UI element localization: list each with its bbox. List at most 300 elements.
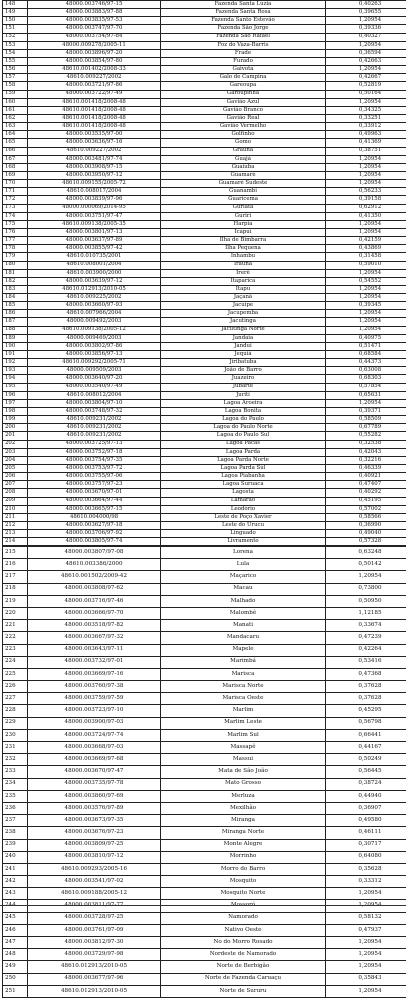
field-value: 1,20954 [326,41,406,49]
process-number: 48000.003639/97-12 [28,277,161,285]
field-value: 0,51471 [326,342,406,350]
process-number: 48000.003481/97-74 [28,155,161,163]
process-number [28,900,161,912]
field-name: No do Morro Rosado [161,937,326,949]
row-number: 181 [3,269,28,277]
table-row [3,17,406,25]
field-value: 0,37628 [326,693,406,705]
row-number: 187 [3,318,28,326]
field-value: 0,47239 [326,632,406,644]
field-value: 0,36594 [326,49,406,57]
field-value: 0,36990 [326,522,406,530]
row-number: 162 [3,114,28,122]
row-number: 148 [3,1,28,9]
table-row [3,375,406,383]
table-row [3,538,406,546]
table-row [3,237,406,245]
field-value: 1,20954 [326,285,406,293]
table-row [3,49,406,57]
field-name: Lagoa do Paulo Sul [161,432,326,440]
table-row [3,114,406,122]
field-value: 0,42663 [326,57,406,65]
table-row [3,742,406,754]
field-name: João de Barro [161,367,326,375]
row-number: 206 [3,473,28,481]
row-number: 215 [3,547,28,559]
process-number: 48000.000069/2014-95 [28,204,161,212]
process-number: 48000.003900/97-03 [28,717,161,729]
field-name [161,900,326,912]
field-name: Lagoa Pacas [161,440,326,448]
field-name: Norte de Sururu [161,985,326,997]
table-row [3,522,406,530]
row-number: 207 [3,481,28,489]
field-value: 1,12185 [326,607,406,619]
field-name: Marisca [161,668,326,680]
row-number: 197 [3,399,28,407]
field-value: 0,53416 [326,656,406,668]
process-number: 48610.003900/2000 [28,269,161,277]
table-row [3,790,406,802]
field-name: Gareoupa [161,82,326,90]
table-row [3,802,406,814]
row-number: 198 [3,408,28,416]
row-number: 221 [3,620,28,632]
process-number: 48000.003723/97-10 [28,705,161,717]
process-number: 48610.009293/2005-16 [28,863,161,875]
field-name: Jacutinga Norte [161,326,326,334]
table-row [3,778,406,790]
row-number: 245 [3,912,28,924]
process-number: 48000.003860/97-69 [28,790,161,802]
field-name: Miranga Norte [161,827,326,839]
table-row [3,656,406,668]
field-value: 0,56445 [326,766,406,778]
process-number: 48610.004000/98 [28,513,161,521]
process-number: 48000.003883/97-88 [28,9,161,17]
field-name: Mosquito [161,876,326,888]
field-name: Ilha Pequena [161,245,326,253]
field-value: 1,20954 [326,294,406,302]
row-number: 225 [3,668,28,680]
process-number: 48000.003716/97-46 [28,595,161,607]
row-number: 202 [3,440,28,448]
process-number: 48000.003668/97-03 [28,742,161,754]
field-value: 0,34325 [326,106,406,114]
field-value: 0,47937 [326,924,406,936]
field-value: 0,38724 [326,778,406,790]
process-number: 48000.009509/2003 [28,367,161,375]
field-value: 0,33251 [326,114,406,122]
table-row [3,261,406,269]
field-name: Mexilhão [161,802,326,814]
process-number: 48000.003804/97-10 [28,399,161,407]
table-row [3,505,406,513]
field-name: Garoupinha [161,90,326,98]
row-number: 239 [3,839,28,851]
row-number: 152 [3,33,28,41]
field-value: 1,20954 [326,269,406,277]
table-row [3,245,406,253]
process-number: 48610.008012/2004 [28,391,161,399]
process-number: 48610.001402/2008-33 [28,66,161,74]
process-number: 48610.001418/2008-48 [28,98,161,106]
table-row [3,342,406,350]
row-number: 226 [3,681,28,693]
field-name: Galo de Campina [161,74,326,82]
process-number: 48000.003706/97-92 [28,530,161,538]
field-name: Lula [161,559,326,571]
field-name: Macau [161,583,326,595]
row-number: 192 [3,359,28,367]
process-number: 48000.003856/97-13 [28,351,161,359]
field-value: 0,42159 [326,237,406,245]
row-number: 155 [3,57,28,65]
field-value: 0,67789 [326,424,406,432]
row-number: 174 [3,212,28,220]
row-number: 172 [3,196,28,204]
row-number: 209 [3,497,28,505]
process-number: 48610.009292/2005-71 [28,359,161,367]
field-name: Jequiá [161,351,326,359]
field-value: 1,20954 [326,220,406,228]
field-value: 1,20954 [326,318,406,326]
field-name: Lagoa Parda Norte [161,456,326,464]
field-value: 0,56798 [326,717,406,729]
field-value: 1,20954 [326,310,406,318]
field-value: 0,30717 [326,839,406,851]
process-number: 48000.003807/97-08 [28,547,161,559]
field-name: Marlim Sul [161,729,326,741]
field-value: 0,43869 [326,245,406,253]
field-name: Marisca Norte [161,681,326,693]
process-number: 48000.003721/97-86 [28,82,161,90]
field-value: 0,42264 [326,644,406,656]
process-number: 48000.003757/97-23 [28,481,161,489]
row-number: 223 [3,644,28,656]
field-name: Nordeste de Namorado [161,949,326,961]
process-number: 48000.003518/97-82 [28,620,161,632]
table-row [3,131,406,139]
field-name: Gavião Azul [161,98,326,106]
field-name: Itaparica [161,277,326,285]
process-number: 48000.003729/97-98 [28,949,161,961]
field-value: 1,20954 [326,937,406,949]
table-row [3,383,406,391]
field-value: 0,32216 [326,456,406,464]
row-number: 224 [3,656,28,668]
table-row [3,285,406,293]
row-number: 176 [3,228,28,236]
field-value: 0,49580 [326,815,406,827]
table-row [3,408,406,416]
row-number: 166 [3,147,28,155]
field-name: Graúna [161,147,326,155]
row-number: 177 [3,237,28,245]
field-value: 0,38751 [326,147,406,155]
table-row [3,465,406,473]
table-row [3,57,406,65]
table-row [3,204,406,212]
field-value: 0,44373 [326,359,406,367]
process-number: 48000.003724/97-74 [28,729,161,741]
row-number: 227 [3,693,28,705]
process-number: 48610.010735/2001 [28,253,161,261]
field-name: Jiribatuba [161,359,326,367]
process-number: 48000.003673/97-35 [28,815,161,827]
process-number: 48610.009138/2005-35 [28,220,161,228]
table-row [3,82,406,90]
field-value: 0,56233 [326,188,406,196]
table-row [3,277,406,285]
field-name: Mosquito Norte [161,888,326,900]
field-value: 0,40921 [326,473,406,481]
process-number: 48000.003670/97-01 [28,489,161,497]
table-row [3,106,406,114]
field-value: 0,73800 [326,583,406,595]
row-number: 250 [3,973,28,985]
field-name: Fazenda Santa Rosa [161,9,326,17]
table-row [3,424,406,432]
row-number: 194 [3,375,28,383]
field-name: Livramento [161,538,326,546]
process-number: 48610.008001/2004 [28,261,161,269]
row-number: 150 [3,17,28,25]
process-number: 48610.001418/2008-48 [28,106,161,114]
process-number: 48610.007966/2004 [28,310,161,318]
field-value [326,900,406,912]
field-value: 0,49040 [326,530,406,538]
field-name: Gomo [161,139,326,147]
row-number: 160 [3,98,28,106]
table-row [3,269,406,277]
table-row [3,973,406,985]
process-number: 48000.003754/97-35 [28,456,161,464]
field-name: Merluza [161,790,326,802]
process-number: 48000.003541/97-02 [28,876,161,888]
table-row [3,171,406,179]
field-name: Jacuipe [161,302,326,310]
process-number: 48000.003950/97-12 [28,171,161,179]
table-row [3,766,406,778]
row-number: 230 [3,729,28,741]
field-name: Fazenda Santo Estevão [161,17,326,25]
process-number: 48000.003759/97-59 [28,693,161,705]
table-row [3,228,406,236]
field-name: Norte de Fazenda Caruaçu [161,973,326,985]
field-name: Manati [161,620,326,632]
field-name: Mandacaru [161,632,326,644]
row-number: 163 [3,123,28,131]
field-name: Juriti [161,391,326,399]
field-name: Leste de Poço Xavier [161,513,326,521]
row-number: 233 [3,766,28,778]
field-name: Guanambi [161,188,326,196]
field-name: Marlim Leste [161,717,326,729]
process-number: 48000.003896/97-20 [28,49,161,57]
row-number: 179 [3,253,28,261]
row-number: 237 [3,815,28,827]
field-value: 0,47368 [326,668,406,680]
process-number: 48000.003540/97-49 [28,383,161,391]
row-number: 159 [3,90,28,98]
field-name: Norte de Berbigão [161,961,326,973]
table-row [3,432,406,440]
field-name: Mapele [161,644,326,656]
field-value: 0,68303 [326,375,406,383]
row-number: 200 [3,424,28,432]
field-name: Lagoa Suruaca [161,481,326,489]
field-name: Guriatã [161,204,326,212]
table-row [3,139,406,147]
process-number: 48000.003752/97-18 [28,448,161,456]
process-number: 48000.003761/97-09 [28,924,161,936]
field-name: Juazeiro [161,375,326,383]
field-name: Massapê [161,742,326,754]
table-row [3,839,406,851]
process-number: 48000.003735/97-78 [28,778,161,790]
field-value: 1,20954 [326,399,406,407]
process-number: 48610.012913/2010-05 [28,985,161,997]
process-number: 48000.003676/97-23 [28,827,161,839]
field-value: 0,36907 [326,802,406,814]
process-number: 48000.003665/97-15 [28,505,161,513]
table-row [3,351,406,359]
field-value: 0,46111 [326,827,406,839]
row-number: 188 [3,326,28,334]
row-number: 231 [3,742,28,754]
row-number: 173 [3,204,28,212]
field-value: 0,33312 [326,876,406,888]
field-name: Lagoa Piabanha [161,473,326,481]
table-row [3,180,406,188]
table-row [3,876,406,888]
table-row [3,900,406,912]
table-row [3,66,406,74]
field-value: 0,40975 [326,334,406,342]
table-row [3,1,406,9]
process-number: 48000.003748/97-32 [28,408,161,416]
row-number: 165 [3,139,28,147]
process-number: 48610.009231/2002 [28,416,161,424]
field-value: 1,20954 [326,571,406,583]
row-number: 169 [3,171,28,179]
row-number: 171 [3,188,28,196]
row-number: 178 [3,245,28,253]
field-name: Jacupemba [161,310,326,318]
field-value: 1,20954 [326,171,406,179]
table-row [3,607,406,619]
process-number: 48000.003669/97-16 [28,668,161,680]
field-value: 0,50164 [326,90,406,98]
field-value: 0,44940 [326,790,406,802]
field-value: 0,37628 [326,681,406,693]
field-name: Gavião Branco [161,106,326,114]
field-name: Jacutinga [161,318,326,326]
row-number: 185 [3,302,28,310]
table-row [3,33,406,41]
field-name: Furado [161,57,326,65]
row-number: 216 [3,559,28,571]
field-name: Lagoa do Paulo Norte [161,424,326,432]
field-name: Guajá [161,155,326,163]
field-name: Jaçanã [161,294,326,302]
process-number: 48610.009188/2005-12 [28,888,161,900]
row-number: 248 [3,949,28,961]
process-number: 48000.009469/2003 [28,334,161,342]
field-value: 0,42667 [326,74,406,82]
table-row [3,391,406,399]
table-row [3,620,406,632]
process-number: 48000.003732/97-01 [28,656,161,668]
process-number: 48000.003670/97-47 [28,766,161,778]
table-row [3,668,406,680]
process-number: 48610.009227/2002 [28,147,161,155]
field-name: Leodório [161,505,326,513]
row-number: 208 [3,489,28,497]
field-name: Maçarico [161,571,326,583]
row-number: 175 [3,220,28,228]
process-number: 48000.003908/97-15 [28,163,161,171]
field-name: Guaricema [161,196,326,204]
process-number: 48000.003808/97-62 [28,583,161,595]
field-name: Nativo Oeste [161,924,326,936]
table-row [3,497,406,505]
field-value: 0,41350 [326,212,406,220]
table-row [3,416,406,424]
field-value: 0,54552 [326,277,406,285]
process-number: 48610.009231/2002 [28,432,161,440]
table-row [3,863,406,875]
field-value: 0,55282 [326,432,406,440]
table-row [3,163,406,171]
process-number: 48000.003535/97-00 [28,131,161,139]
table-row [3,705,406,717]
row-number: 180 [3,261,28,269]
row-number: 205 [3,465,28,473]
row-number: 211 [3,513,28,521]
table-row [3,949,406,961]
table-row [3,595,406,607]
field-name: Fazenda São Jorge [161,25,326,33]
process-number: 48000.003755/97-06 [28,473,161,481]
process-number: 48000.003835/97-53 [28,17,161,25]
table-row [3,815,406,827]
field-value: 0,63008 [326,367,406,375]
table-row [3,717,406,729]
field-value: 0,65631 [326,391,406,399]
field-name: Jandui [161,342,326,350]
field-value: 0,66441 [326,729,406,741]
process-number: 48000.003643/97-11 [28,644,161,656]
fields-table-part-2 [2,546,406,998]
process-number: 48000.003636/97-16 [28,139,161,147]
row-number: 190 [3,342,28,350]
table-row [3,693,406,705]
field-name: Icapuí [161,228,326,236]
field-value: 0,58509 [326,416,406,424]
table-row [3,155,406,163]
field-name: Miranga [161,815,326,827]
process-number: 48000.003640/97-20 [28,375,161,383]
field-name: Lagoa do Paulo [161,416,326,424]
field-value: 0,42043 [326,448,406,456]
field-value: 0,39371 [326,408,406,416]
field-value: 0,41369 [326,139,406,147]
field-name: Gaivota [161,66,326,74]
process-number: 48000.003667/97-32 [28,632,161,644]
table-row [3,448,406,456]
